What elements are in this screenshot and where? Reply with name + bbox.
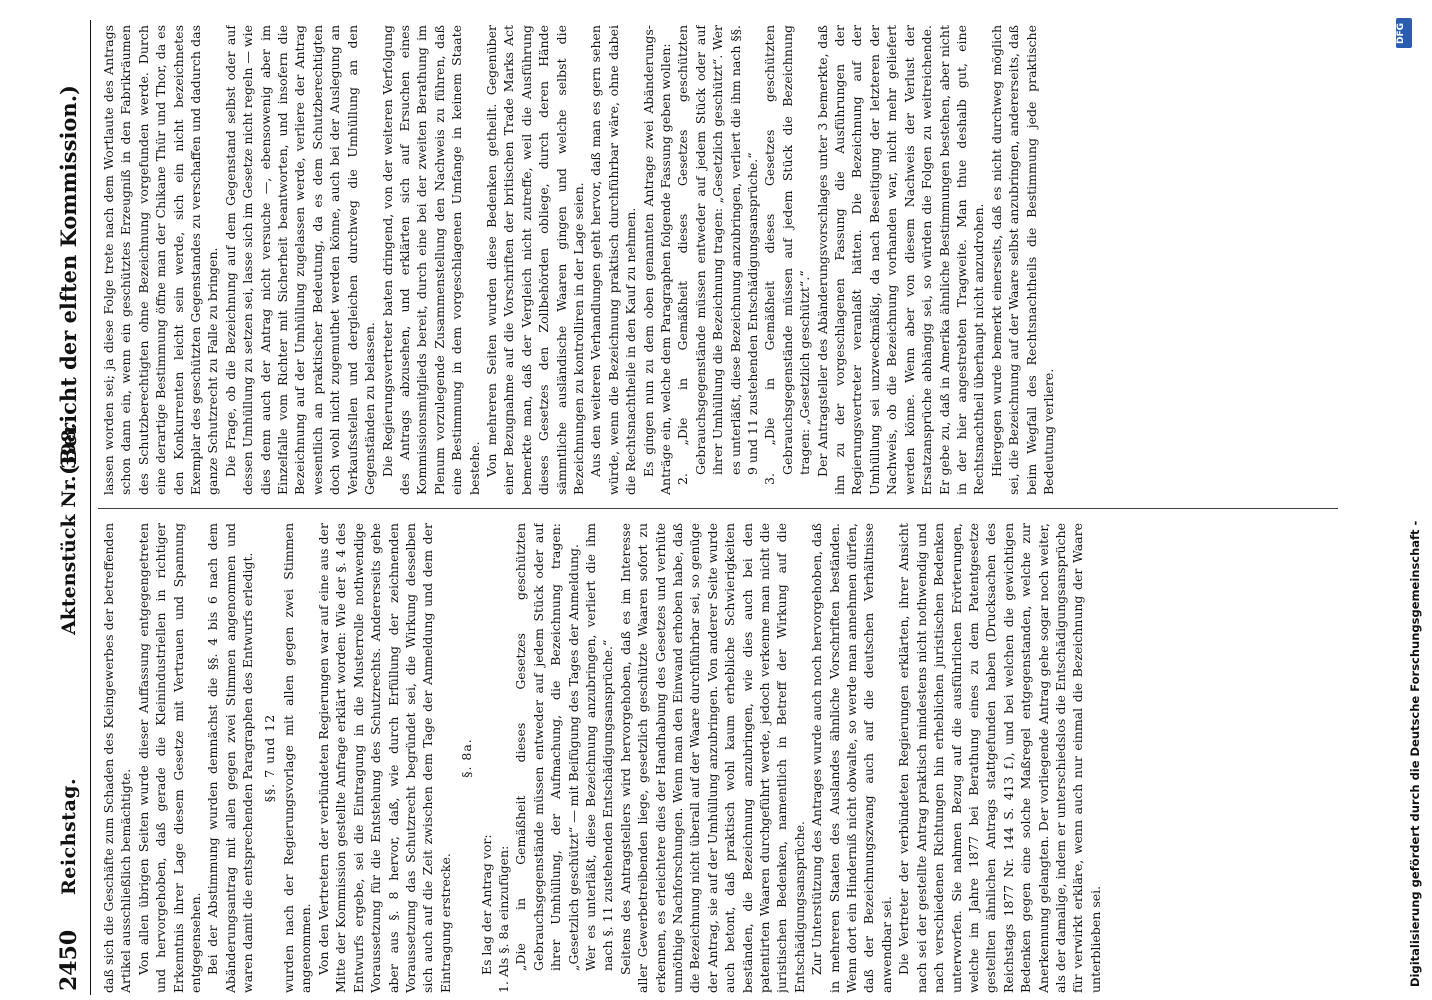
paragraph: Von mehreren Seiten wurden diese Bedenken getheilt. Gegenüber einer Bezugnahme auf die Vorschriften der britischen Trade Marks Act bemerkte man, daß der Vergleich nicht zutreffe, weil die Ausführung dieses Gesetzes den Zollbehörden obliege, durch deren Hände sämmtliche ausländische Waaren gingen und welche selbst die Bezeichnungen zu kontrolliren in der Lage seien. bbox=[483, 25, 586, 495]
paragraph: Hiergegen wurde bemerkt einerseits, daß es nicht durchweg möglich sei, die Bezeichnung auf der Waare selbst anzubringen, andererseits, daß beim Wegfall des Rechtsnachtheils die Bestimmung jede praktische Bedeutung verliere. bbox=[988, 25, 1056, 495]
header-right-title: (Bericht der elften Kommission.) bbox=[56, 85, 81, 475]
dfg-logo: DFG bbox=[1396, 18, 1412, 48]
paragraph: Die Frage, ob die Bezeichnung auf dem Gegenstand selbst oder auf dessen Umhüllung zu setzen sei, lasse sich im Gesetze nicht regeln — wie dies denn auch der Antrag nicht versuche —, ebensowenig aber im Einzelfalle vom Richter mit Sicherheit beantworten, und insofern die Bezeichnung auf der Umhüllung zugelassen werde, verliere der Antrag wesentlich an praktischer Bedeutung, da es dem Schutzberechtigten doch wohl nicht zugemuthet werden könne, auch bei der Auslegung an Verkaufsstellen und dergleichen durchweg die Umhüllung an den Gegenständen zu belassen. bbox=[222, 25, 378, 495]
paragraph: Die Regierungsvertreter baten dringend, von der weiteren Verfolgung des Antrags abzusehen, und erklärten sich auf Ersuchen eines Kommissionsmitglieds bereit, durch eine bei der zweiten Berathung im Plenum vorzulegende Zusammenstellung den Nachweis zu führen, daß eine Bestimmung in dem vorgeschlagenen Umfange in keinem Staate bestehe. bbox=[379, 25, 482, 495]
paragraph: Von allen übrigen Seiten wurde dieser Auffassung entgegengetreten und hervorgehoben, daß gerade die Kleinindustriellen in richtiger Erkenntnis ihrer Lage diesem Gesetze mit Vertrauen und Spannung entgegensehen. bbox=[135, 523, 204, 993]
list-item: 2. „Die in Gemäßheit dieses Gesetzes geschützten Gebrauchsgegenstände müssen entweder auf jedem Stück oder auf ihrer Umhüllung die Bezeichnung tragen: „Gesetzlich geschützt“. Wer es unterläßt, diese Bezeichnung anzubringen, verliert die ihm nach §§. 9 und 11 zustehenden Entschädigungsansprüche.“ bbox=[675, 25, 761, 485]
header-center-title: Aktenstück Nr. 398. bbox=[58, 422, 80, 635]
list-item-label: 1. Als §. 8a einzufügen: bbox=[495, 845, 511, 993]
paragraph: Die Vertreter der verbündeten Regierungen erklärten, ihrer Ansicht nach sei der gestellte Antrag praktisch mindestens nicht nothwendig und nach verschiedenen Richtungen hin erheblichen juristischen Bedenken unterworfen. Sie nahmen Bezug auf die ausführlichen Erörterungen, welche im Jahre 1877 bei Berathung eines zu dem Patentgesetze gestellten ähnlichen Antrags stattgefunden haben (Drucksachen des Reichstags 1877 Nr. 144 S. 413 f.), und bei welchen die gewichtigen Bedenken gegen eine solche Maßregel entgegenstanden, welche zur Anerkennung gelangten. Der vorliegende Antrag gehe sogar noch weiter, als der damalige, indem er unterschiedslos die Entschädigungsansprüche für verwirkt erkläre, wenn auch nur einmal die Bezeichnung der Waare unterblieben sei. bbox=[896, 523, 1103, 993]
section-heading: §. 8a. bbox=[459, 738, 475, 778]
right-text-column bbox=[100, 25, 1340, 495]
paragraph: Es lag der Antrag vor: bbox=[478, 834, 494, 975]
digitization-credit bbox=[1388, 12, 1428, 988]
paragraph: Aus den weiteren Verhandlungen geht hervor, daß man es gern sehen würde, wenn die Bezeichnung praktisch durchführbar wäre, ohne dabei die Rechtsnachtheile in den Kauf zu nehmen. bbox=[588, 25, 639, 495]
paragraph: daß sich die Geschäfte zum Schaden des Kleingewerbes der betreffenden Artikel ausschließlich bemächtigte. bbox=[101, 523, 134, 993]
quoted-text: „Die in Gemäßheit dieses Gesetzes geschützten Gebrauchsgegenstände müssen entweder auf jedem Stück oder auf ihrer Umhüllung, der Aufmachung, die Bezeichnung tragen: „Gesetzlich geschützt“ — mit Beifügung des Tages der Anmeldung. bbox=[513, 523, 581, 971]
paragraph: Von den Vertretern der verbündeten Regierungen war auf eine aus der Mitte der Kommission gestellte Anfrage erklärt worden: Wie der §. 4 des Entwurfs ergebe, sei die Eintragung in die Musterrolle nothwendige Voraussetzung für die Entstehung des Schutzrechts. Andererseits gehe aber aus §. 8 hervor, daß, wie durch Erfüllung der zeichnenden Voraussetzung das Schutzrecht begründet sei, die Wirkung desselben sich auch auf die Zeit zwischen dem Tage der Anmeldung und dem der Eintragung erstrecke. bbox=[315, 523, 453, 993]
paragraph: Zur Unterstützung des Antrages wurde auch noch hervorgehoben, daß in mehreren Staaten des Auslandes ähnliche Vorschriften beständen. Wenn dort ein Hinderniß nicht obwalte, so werde man annehmen dürfen, daß der Bezeichnungszwang auch auf die deutschen Verhältnisse anwendbar sei. bbox=[809, 523, 894, 993]
paragraph: wurden nach der Regierungsvorlage mit allen gegen zwei Stimmen angenommen. bbox=[281, 523, 314, 993]
column-divider bbox=[98, 508, 1338, 509]
page-number: 2450 bbox=[56, 929, 82, 991]
list-item: 3. „Die in Gemäßheit dieses Gesetzes geschützten Gebrauchsgegenstände müssen auf jedem Stück die Bezeichnung tragen: „Gesetzlich geschützt“.“ bbox=[762, 25, 813, 485]
section-heading: §§. 7 und 12 bbox=[261, 713, 277, 803]
paragraph: Es gingen nun zu dem oben genannten Antrage zwei Abänderungs-Anträge ein, welche dem Paragraphen folgende Fassung geben wollen: bbox=[640, 25, 673, 495]
quoted-text: Wer es unterläßt, diese Bezeichnung anzubringen, verliert die ihm nach §. 11 zustehenden Entschädigungsansprüche.“ bbox=[582, 523, 616, 971]
header-left-title: Reichstag. bbox=[58, 777, 80, 895]
left-text-column bbox=[100, 523, 1340, 993]
paragraph: lassen worden sei; ja diese Folge trete nach dem Wortlaute des Antrags schon dann ein, wenn ein geschütztes Erzeugniß in den Fabrikräumen des Schutzberechtigten ohne Bezeichnung vorgefunden werde. Durch eine derartige Bestimmung öffne man der Chikane Thür und Thor, da es den Konkurrenten leicht sein werde, sich ein nicht bezeichnetes Exemplar des geschützten Gegenstandes zu verschaffen und dadurch das ganze Schutzrecht zu Falle zu bringen. bbox=[101, 25, 221, 495]
credit-text: Digitalisierung gefördert durch die Deutsche Forschungsgemeinschaft - bbox=[1408, 520, 1422, 987]
paragraph: Der Antragsteller des Abänderungsvorschlages unter 3 bemerkte, daß ihn zu der vorgeschlagenen Fassung die Ausführungen der Regierungsvertreter veranlaßt hätten. Die Bezeichnung auf der Umhüllung sei unzweckmäßig, da nach Beseitigung der letzteren der Nachweis, ob die Bezeichnung vorhanden war, nicht mehr geliefert werden könne. Wenn aber von diesem Nachweis der Verlust der Ersatzansprüche abhängig sei, so würden die Folgen zu weitreichende. Er gebe zu, daß in Amerika ähnliche Bestimmungen bestehen, aber nicht in der hier angestrebten Tragweite. Man thue deshalb gut, eine Rechtsnachtheil überhaupt nicht anzudrohen. bbox=[814, 25, 987, 495]
paragraph: Bei der Abstimmung wurden demnächst die §§. 4 bis 6 nach dem Abänderungsantrag mit allen gegen zwei Stimmen angenommen und waren damit die entsprechenden Paragraphen des Entwurfs erledigt. bbox=[205, 523, 256, 993]
rotated-document-page bbox=[50, 20, 1350, 995]
paragraph: Seitens des Antragstellers wird hervorgehoben, daß es im Interesse aller Gewerbetreibenden liege, gesetzlich geschützte Waaren sofort zu erkennen, es erleichtere dies der Handhabung des Gesetzes und verhüte unnöthige Nachforschungen. Wenn man den Einwand erhoben habe, daß die Bezeichnung nicht überall auf der Waare durchführbar sei, so genüge der Antrag, sie auf der Umhüllung anzubringen. Von anderer Seite wurde auch betont, daß praktisch wohl kaum erhebliche Schwierigkeiten beständen, die Bezeichnung anzubringen, wie dies auch bei den patentirten Waaren durchgeführt werde, jedoch verkenne man nicht die juristischen Bedenken, namentlich in Betreff der Wirkung auf die Entschädigungsansprüche. bbox=[617, 523, 807, 993]
page-header bbox=[50, 20, 91, 995]
